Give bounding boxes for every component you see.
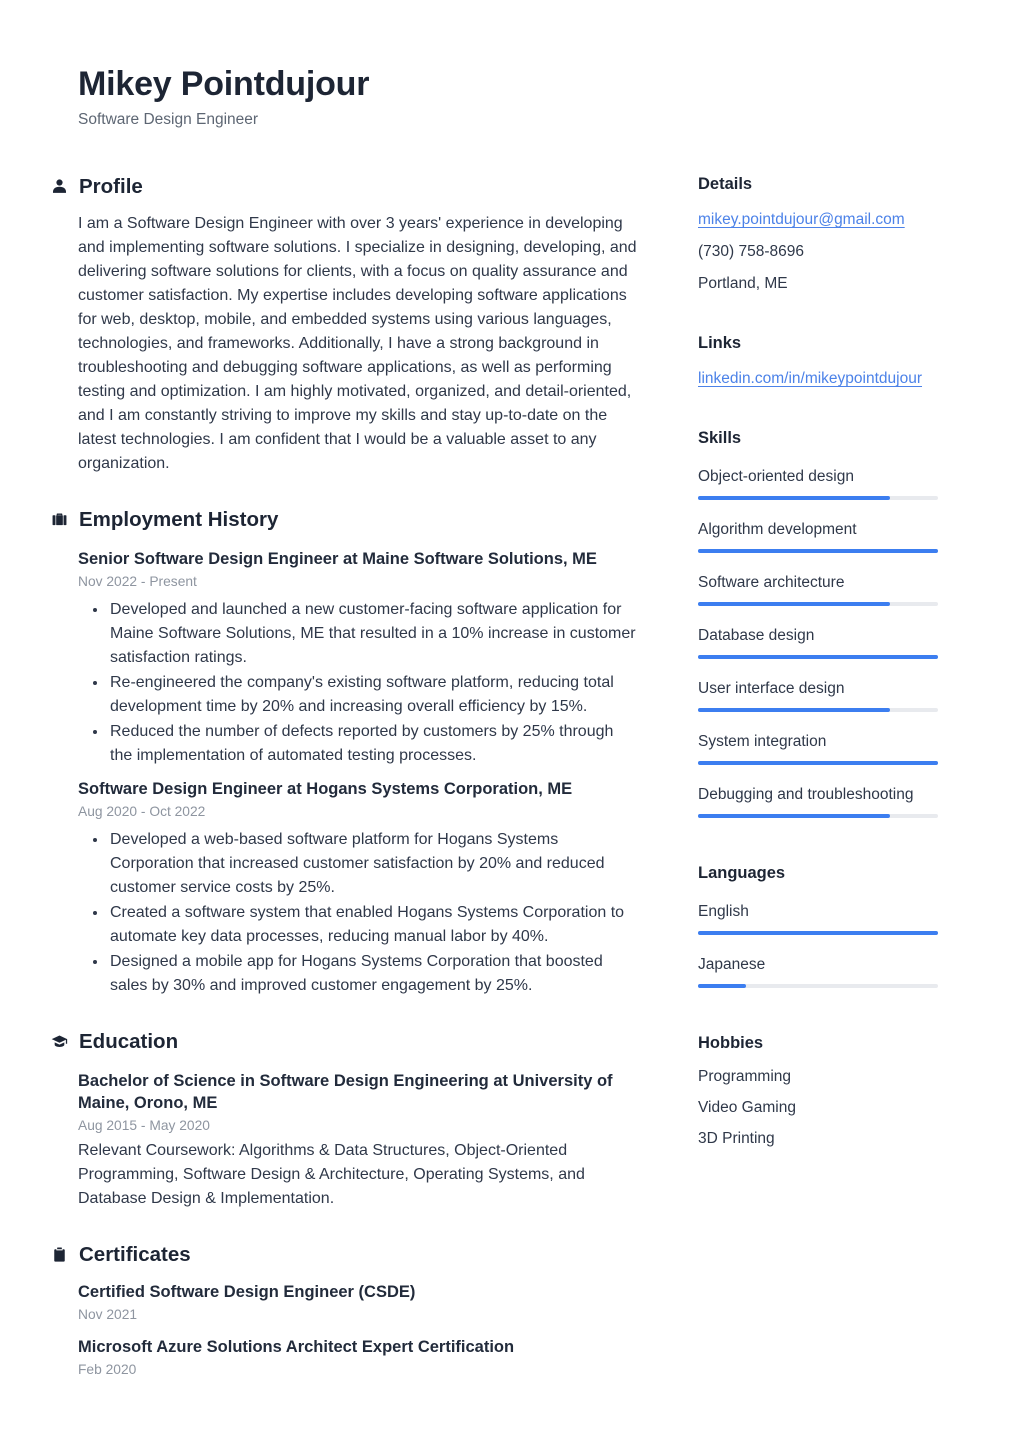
education-section-header: [50, 1030, 640, 1054]
hobby-item: Video Gaming: [698, 1098, 796, 1116]
main-column: [78, 175, 640, 1409]
graduation-cap-icon: [50, 1033, 68, 1051]
skill-item: [698, 468, 938, 500]
skill-bar-track: [698, 655, 938, 659]
skill-item: [698, 680, 938, 712]
skill-item: [698, 574, 938, 606]
skill-bar-fill: [698, 655, 938, 659]
sidebar: [698, 175, 938, 1409]
skill-label: Algorithm development: [698, 520, 857, 538]
certificate-date: Feb 2020: [78, 1361, 137, 1377]
content-columns: [78, 175, 938, 1409]
skill-item: [698, 627, 938, 659]
section-profile: [78, 175, 640, 476]
job-bullet-list: [78, 597, 640, 768]
skill-bar-fill: [698, 708, 890, 712]
job-bullet: • Reduced the number of defects reported by customers by 25% through the implementation of automated testing processes.: [108, 719, 640, 768]
skill-label: Software architecture: [698, 573, 845, 591]
skill-bar-track: [698, 761, 938, 765]
language-bar-fill: [698, 931, 938, 935]
job-role-subtitle: Software Design Engineer: [78, 110, 259, 128]
job-entry: [78, 778, 640, 998]
profile-heading: Profile: [79, 174, 143, 198]
links-heading: Links: [698, 333, 742, 352]
skills-group: [698, 429, 938, 818]
languages-group: [698, 864, 938, 988]
language-bar-track: [698, 984, 938, 988]
job-bullet: • Designed a mobile app for Hogans Systems Corporation that boosted sales by 30% and improved customer engagement by 25%.: [108, 949, 640, 998]
person-icon: [50, 178, 68, 196]
location-text: Portland, ME: [698, 274, 788, 292]
coursework-paragraph: Relevant Coursework: Algorithms & Data Structures, Object-Oriented Programming, Software Design & Architecture, Operating Systems, and Database Design & Implementation.: [78, 1141, 585, 1207]
employment-heading: Employment History: [79, 507, 279, 531]
certificates-section-header: [50, 1243, 640, 1267]
certificate-entry: [78, 1281, 640, 1322]
skill-label: Database design: [698, 626, 815, 644]
skill-label: User interface design: [698, 679, 845, 697]
skill-bar-track: [698, 496, 938, 500]
job-title: Senior Software Design Engineer at Maine Software Solutions, ME: [78, 549, 597, 568]
skill-label: System integration: [698, 732, 827, 750]
hobby-item: Programming: [698, 1067, 792, 1085]
section-employment-history: [78, 508, 640, 998]
skill-bar-track: [698, 549, 938, 553]
skill-bar-fill: [698, 814, 890, 818]
language-item: [698, 956, 938, 988]
profile-section-header: [50, 175, 640, 199]
skill-bar-fill: [698, 549, 938, 553]
education-entry: [78, 1070, 640, 1211]
skills-heading: Skills: [698, 428, 742, 447]
employment-section-header: [50, 508, 640, 532]
section-education: [78, 1030, 640, 1211]
job-bullet: • Created a software system that enabled Hogans Systems Corporation to automate key data processes, reducing manual labor by 40%.: [108, 900, 640, 949]
education-dates: Aug 2015 - May 2020: [78, 1117, 210, 1133]
hobbies-heading: Hobbies: [698, 1033, 764, 1052]
details-heading: Details: [698, 174, 753, 193]
details-group: [698, 175, 938, 294]
skill-bar-track: [698, 814, 938, 818]
skill-label: Object-oriented design: [698, 467, 854, 485]
skill-item: [698, 786, 938, 818]
skill-bar-fill: [698, 496, 890, 500]
hobbies-group: [698, 1034, 938, 1149]
certificate-title: Certified Software Design Engineer (CSDE): [78, 1282, 416, 1301]
profile-paragraph: I am a Software Design Engineer with over 3 years' experience in developing and implementing software solutions. I specialize in designing, developing, and delivering software solutions for clients, with a focus on quality assurance and customer satisfaction. My expertise includes developing software applications for web, desktop, mobile, and embedded systems using various languages, technologies, and frameworks. Additionally, I have a strong background in troubleshooting and debugging software applications, as well as performing testing and optimization. I am highly motivated, organized, and detail-oriented, and I am constantly striving to improve my skills and stay up-to-date on the latest technologies. I am confident that I would be a valuable asset to any organization.: [78, 214, 637, 472]
job-bullet: • Re-engineered the company's existing software platform, reducing total development time by 20% and increasing overall efficiency by 15%.: [108, 670, 640, 719]
skill-bar-track: [698, 708, 938, 712]
briefcase-icon: [50, 511, 68, 529]
certificate-entry: [78, 1336, 640, 1377]
language-label: Japanese: [698, 955, 766, 973]
resume-header: [78, 64, 938, 129]
language-item: [698, 903, 938, 935]
degree-title: Bachelor of Science in Software Design Engineering at University of Maine, Orono, ME: [78, 1071, 613, 1112]
job-entry: [78, 548, 640, 768]
certificate-date: Nov 2021: [78, 1306, 138, 1322]
job-title: Software Design Engineer at Hogans Systems Corporation, ME: [78, 779, 573, 798]
job-dates: Aug 2020 - Oct 2022: [78, 803, 206, 819]
skill-item: [698, 521, 938, 553]
languages-heading: Languages: [698, 863, 786, 882]
language-bar-track: [698, 931, 938, 935]
education-heading: Education: [79, 1029, 179, 1053]
language-bar-fill: [698, 984, 746, 988]
linkedin-link[interactable]: linkedin.com/in/mikeypointdujour: [698, 369, 923, 387]
page-title: Mikey Pointdujour: [78, 65, 370, 103]
skill-bar-fill: [698, 602, 890, 606]
clipboard-icon: [50, 1246, 68, 1264]
job-dates: Nov 2022 - Present: [78, 573, 197, 589]
job-bullet: • Developed and launched a new customer-facing software application for Maine Software Solutions, ME that resulted in a 10% increase in customer satisfaction ratings.: [108, 597, 640, 670]
skill-bar-track: [698, 602, 938, 606]
email-link[interactable]: mikey.pointdujour@gmail.com: [698, 210, 905, 228]
certificate-title: Microsoft Azure Solutions Architect Expert Certification: [78, 1337, 515, 1356]
hobby-item: 3D Printing: [698, 1129, 775, 1147]
section-certificates: [78, 1243, 640, 1377]
job-bullet-list: [78, 827, 640, 998]
job-bullet: • Developed a web-based software platform for Hogans Systems Corporation that increased customer satisfaction by 20% and reduced customer service costs by 25%.: [108, 827, 640, 900]
links-group: [698, 334, 938, 389]
certificates-heading: Certificates: [79, 1242, 191, 1266]
language-label: English: [698, 902, 749, 920]
phone-number: (730) 758-8696: [698, 242, 804, 260]
skill-item: [698, 733, 938, 765]
skill-label: Debugging and troubleshooting: [698, 785, 914, 803]
skill-bar-fill: [698, 761, 938, 765]
